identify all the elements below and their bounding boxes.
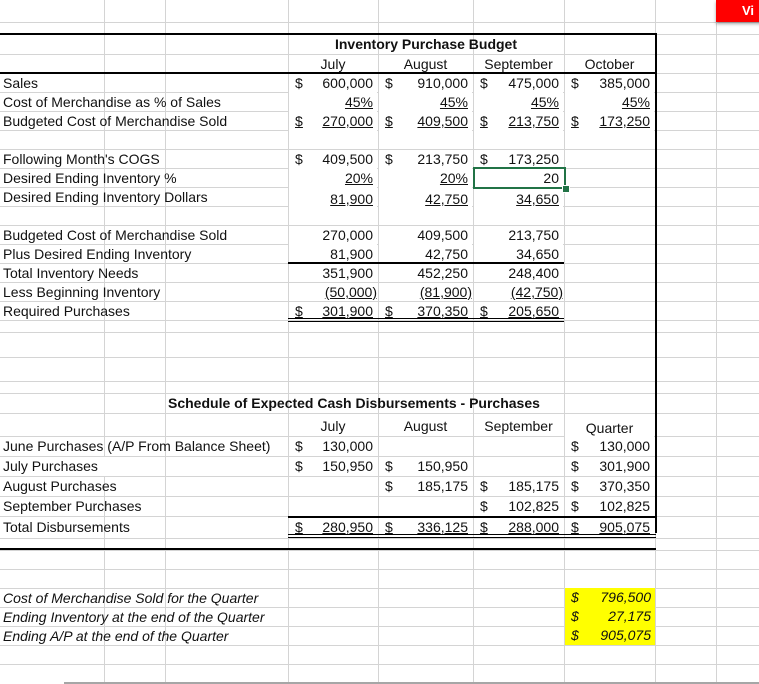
september-quarter[interactable] bbox=[565, 497, 654, 516]
row-label-total-needs: Total Inventory Needs bbox=[3, 265, 139, 281]
desired-dollars-july[interactable]: 81,900 bbox=[289, 190, 377, 207]
plus-desired-august[interactable]: 42,750 bbox=[379, 245, 472, 262]
row-divider bbox=[0, 664, 759, 665]
currency-symbol: $ bbox=[480, 498, 488, 514]
row-label-less-beginning: Less Beginning Inventory bbox=[3, 284, 161, 300]
cell-value: 905,075 bbox=[599, 519, 650, 535]
sales-september[interactable] bbox=[474, 74, 563, 93]
currency-symbol: $ bbox=[571, 608, 579, 624]
cell-value: 475,000 bbox=[508, 75, 559, 91]
currency-symbol: $ bbox=[295, 113, 303, 129]
budgeted-cogs-october[interactable] bbox=[565, 112, 654, 131]
total-needs-september[interactable]: 248,400 bbox=[474, 264, 563, 282]
sales-october[interactable] bbox=[565, 74, 654, 93]
currency-symbol: $ bbox=[385, 303, 393, 319]
summary-value-ending-inventory[interactable] bbox=[565, 607, 655, 627]
less-beginning-august[interactable]: (81,900) bbox=[379, 283, 472, 300]
july-august[interactable] bbox=[379, 457, 472, 476]
row-label-required: Required Purchases bbox=[3, 303, 130, 319]
cell-value: 600,000 bbox=[322, 75, 373, 91]
september-september[interactable] bbox=[474, 497, 563, 516]
schedule-header-july: July bbox=[289, 417, 377, 436]
total-needs-july[interactable]: 351,900 bbox=[289, 264, 377, 282]
cell-value: 173,250 bbox=[599, 113, 650, 129]
cell-value: 213,750 bbox=[508, 113, 559, 129]
cell-value: 130,000 bbox=[599, 438, 650, 454]
currency-symbol: $ bbox=[385, 113, 393, 129]
schedule-header-quarter: Quarter bbox=[565, 419, 654, 438]
cell-value: 130,000 bbox=[322, 438, 373, 454]
currency-symbol: $ bbox=[480, 75, 488, 91]
budgeted-cogs-august[interactable] bbox=[379, 112, 472, 131]
july-july[interactable] bbox=[289, 457, 377, 476]
currency-symbol: $ bbox=[480, 151, 488, 167]
currency-symbol: $ bbox=[571, 113, 579, 129]
cell-value: 173,250 bbox=[508, 151, 559, 167]
currency-symbol: $ bbox=[295, 519, 303, 535]
currency-symbol: $ bbox=[571, 498, 579, 514]
total-august[interactable] bbox=[379, 518, 472, 534]
budgeted-cogs-september[interactable] bbox=[474, 112, 563, 131]
row-label-following-cogs: Following Month's COGS bbox=[3, 151, 160, 167]
active-cell-selection bbox=[473, 167, 566, 189]
desired-dollars-september[interactable]: 34,650 bbox=[474, 190, 563, 207]
currency-symbol: $ bbox=[571, 627, 579, 643]
cell-value: 102,825 bbox=[508, 498, 559, 514]
total-double-border bbox=[288, 318, 564, 322]
col-divider bbox=[716, 0, 717, 684]
currency-symbol: $ bbox=[571, 519, 579, 535]
budget-title: Inventory Purchase Budget bbox=[334, 36, 518, 52]
cell-value: 205,650 bbox=[508, 303, 559, 319]
summary-label-cogs-quarter: Cost of Merchandise Sold for the Quarter bbox=[3, 590, 259, 606]
row-divider bbox=[0, 413, 759, 414]
row-label-total-disbursements: Total Disbursements bbox=[3, 519, 130, 535]
total-quarter[interactable] bbox=[565, 518, 654, 534]
cell-value: 270,000 bbox=[322, 113, 373, 129]
cell-value: 27,175 bbox=[608, 608, 651, 624]
currency-symbol: $ bbox=[385, 75, 393, 91]
cell-value: 910,000 bbox=[417, 75, 468, 91]
month-header-september: September bbox=[474, 55, 563, 73]
required-july[interactable] bbox=[289, 302, 377, 318]
currency-symbol: $ bbox=[295, 458, 303, 474]
currency-symbol: $ bbox=[295, 438, 303, 454]
row-label-desired-dollars: Desired Ending Inventory Dollars bbox=[3, 189, 208, 205]
cell-value: 301,900 bbox=[599, 458, 650, 474]
month-header-october: October bbox=[565, 55, 654, 73]
budgeted-cogs2-september[interactable]: 213,750 bbox=[474, 226, 563, 245]
row-label-july-purchases: July Purchases bbox=[0, 457, 106, 476]
month-header-august: August bbox=[379, 55, 472, 73]
total-september[interactable] bbox=[474, 518, 563, 534]
budget-top-border bbox=[0, 33, 656, 35]
currency-symbol: $ bbox=[480, 113, 488, 129]
fill-handle[interactable] bbox=[562, 185, 570, 193]
currency-symbol: $ bbox=[571, 75, 579, 91]
desired-pct-july[interactable]: 20% bbox=[289, 169, 377, 188]
cost-pct-september[interactable]: 45% bbox=[474, 93, 563, 112]
currency-symbol: $ bbox=[571, 438, 579, 454]
following-cogs-july[interactable] bbox=[289, 150, 377, 169]
less-beginning-july[interactable]: (50,000) bbox=[289, 283, 377, 300]
currency-symbol: $ bbox=[385, 458, 393, 474]
currency-symbol: $ bbox=[571, 458, 579, 474]
required-september[interactable] bbox=[474, 302, 563, 318]
cost-pct-october[interactable]: 45% bbox=[565, 93, 654, 112]
row-label-budgeted-cogs: Budgeted Cost of Merchandise Sold bbox=[3, 113, 228, 129]
schedule-header-september: September bbox=[474, 417, 563, 436]
currency-symbol: $ bbox=[571, 478, 579, 494]
total-needs-august[interactable]: 452,250 bbox=[379, 264, 472, 282]
cell-value: 185,175 bbox=[508, 478, 559, 494]
row-label-september-purchases: September Purchases bbox=[3, 498, 142, 514]
row-label-cost-pct: Cost of Merchandise as % of Sales bbox=[3, 94, 221, 110]
currency-symbol: $ bbox=[480, 303, 488, 319]
budgeted-cogs2-august[interactable]: 409,500 bbox=[379, 226, 472, 245]
total-july[interactable] bbox=[289, 518, 377, 534]
currency-symbol: $ bbox=[480, 519, 488, 535]
row-label-plus-desired: Plus Desired Ending Inventory bbox=[3, 246, 192, 262]
august-quarter[interactable] bbox=[565, 477, 654, 496]
currency-symbol: $ bbox=[385, 151, 393, 167]
summary-label-ending-ap: Ending A/P at the end of the Quarter bbox=[3, 628, 229, 644]
cell-value: 796,500 bbox=[600, 589, 651, 605]
currency-symbol: $ bbox=[295, 303, 303, 319]
cell-value: 409,500 bbox=[417, 113, 468, 129]
schedule-header-august: August bbox=[379, 417, 472, 436]
currency-symbol: $ bbox=[385, 478, 393, 494]
row-divider bbox=[0, 381, 759, 382]
cell-value: 385,000 bbox=[599, 75, 650, 91]
cell-value: 288,000 bbox=[508, 519, 559, 535]
plus-desired-september[interactable]: 34,650 bbox=[474, 245, 563, 262]
row-divider bbox=[0, 538, 759, 539]
row-divider bbox=[0, 569, 759, 570]
row-divider bbox=[0, 550, 759, 551]
row-label-august-purchases: August Purchases bbox=[3, 478, 117, 494]
cell-value: 185,175 bbox=[417, 478, 468, 494]
currency-symbol: $ bbox=[295, 151, 303, 167]
row-label-budgeted-cogs-2: Budgeted Cost of Merchandise Sold bbox=[3, 227, 228, 243]
schedule-bottom-border bbox=[0, 548, 656, 550]
august-september[interactable] bbox=[474, 477, 563, 496]
desired-pct-august[interactable]: 20% bbox=[379, 169, 472, 188]
june-quarter[interactable] bbox=[565, 437, 654, 456]
cell-value: 336,125 bbox=[417, 519, 468, 535]
currency-symbol: $ bbox=[295, 75, 303, 91]
schedule-title: Schedule of Expected Cash Disbursements - Purchases bbox=[168, 395, 540, 411]
currency-symbol: $ bbox=[571, 589, 579, 605]
plus-desired-july[interactable]: 81,900 bbox=[289, 245, 377, 262]
sales-august[interactable] bbox=[379, 74, 472, 93]
cell-value: 370,350 bbox=[599, 478, 650, 494]
desired-dollars-august[interactable]: 42,750 bbox=[379, 190, 472, 207]
august-august[interactable] bbox=[379, 477, 472, 496]
summary-value-ending-ap[interactable] bbox=[565, 626, 655, 645]
cell-value: 102,825 bbox=[599, 498, 650, 514]
required-august[interactable] bbox=[379, 302, 472, 318]
row-label-june-purchases: June Purchases (A/P From Balance Sheet) bbox=[3, 438, 271, 454]
less-beginning-september[interactable]: (42,750) bbox=[474, 283, 563, 300]
overlay-badge[interactable]: Vi bbox=[716, 0, 759, 22]
schedule-total-double-border bbox=[288, 534, 656, 538]
month-header-july: July bbox=[289, 55, 377, 73]
budget-right-border bbox=[655, 33, 657, 533]
following-cogs-august[interactable] bbox=[379, 150, 472, 169]
july-quarter[interactable] bbox=[565, 457, 654, 476]
row-divider bbox=[0, 357, 759, 358]
budget-header-border bbox=[0, 72, 656, 74]
cell-value: 905,075 bbox=[600, 627, 651, 643]
cell-value: 150,950 bbox=[417, 458, 468, 474]
cell-value: 409,500 bbox=[322, 151, 373, 167]
cost-pct-august[interactable]: 45% bbox=[379, 93, 472, 112]
june-july[interactable] bbox=[289, 437, 377, 456]
budgeted-cogs-july[interactable] bbox=[289, 112, 377, 131]
sales-july[interactable] bbox=[289, 74, 377, 93]
row-label-sales: Sales bbox=[3, 75, 39, 91]
row-label-desired-pct: Desired Ending Inventory % bbox=[3, 170, 177, 186]
cell-value: 280,950 bbox=[322, 519, 373, 535]
cell-value: 370,350 bbox=[417, 303, 468, 319]
cost-pct-july[interactable]: 45% bbox=[289, 93, 377, 112]
desired-pct-september-editing[interactable]: 20 bbox=[474, 169, 563, 188]
cell-value: 213,750 bbox=[417, 151, 468, 167]
row-divider bbox=[0, 22, 759, 23]
cell-value: 301,900 bbox=[322, 303, 373, 319]
cell-value: 150,950 bbox=[322, 458, 373, 474]
currency-symbol: $ bbox=[480, 478, 488, 494]
row-divider bbox=[0, 332, 759, 333]
currency-symbol: $ bbox=[385, 519, 393, 535]
summary-label-ending-inventory: Ending Inventory at the end of the Quarter bbox=[3, 609, 265, 625]
summary-value-cogs-quarter[interactable] bbox=[565, 588, 655, 608]
budgeted-cogs2-july[interactable]: 270,000 bbox=[289, 226, 377, 245]
